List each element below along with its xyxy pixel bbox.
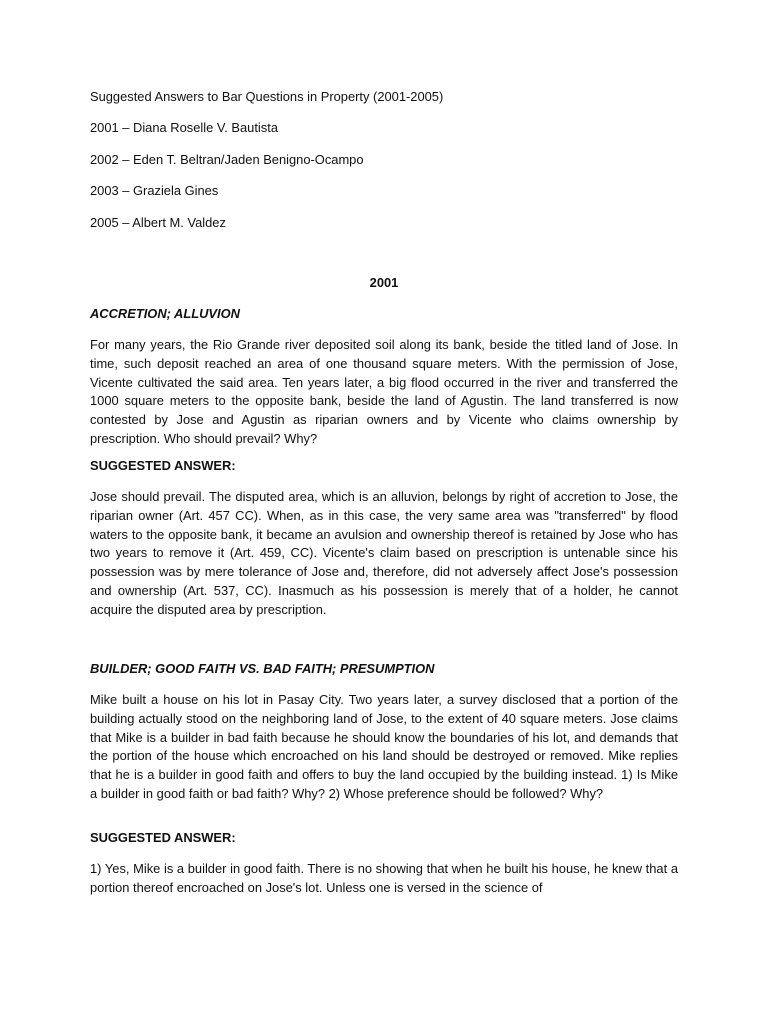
document-title: Suggested Answers to Bar Questions in Property (2001-2005) <box>90 89 444 104</box>
suggested-answer-label-2: SUGGESTED ANSWER: <box>90 830 236 845</box>
contributor-2002: 2002 – Eden T. Beltran/Jaden Benigno-Ocampo <box>90 151 364 167</box>
topic-heading-accretion: ACCRETION; ALLUVION <box>90 306 240 321</box>
topic-heading-builder: BUILDER; GOOD FAITH VS. BAD FAITH; PRESUMPTION <box>90 661 435 676</box>
answer-builder: 1) Yes, Mike is a builder in good faith. There is no showing that when he built his house, he knew that a portion thereof encroached on Jose's lot. Unless one is versed in the science of <box>90 861 678 895</box>
year-heading: 2001 <box>369 275 399 290</box>
suggested-answer-label-1: SUGGESTED ANSWER: <box>90 458 236 473</box>
contributor-2001: 2001 – Diana Roselle V. Bautista <box>90 120 278 136</box>
question-builder: Mike built a house on his lot in Pasay City. Two years later, a survey disclosed that a portion of the building actually stood on the neighboring land of Jose, to the extent of 40 square meters. Jose claims that Mike is a builder in bad faith because he should know the boundaries of his lot, and demands that the portion of the house which encroached on his land should be destroyed or removed. Mike replies that he is a builder in good faith and offers to buy the land occupied by the building instead. 1) Is Mike a builder in good faith or bad faith? Why? 2) Whose preference should be followed? Why? <box>90 692 678 801</box>
answer-accretion: Jose should prevail. The disputed area, which is an alluvion, belongs by right of accretion to Jose, the riparian owner (Art. 457 CC). When, as in this case, the very same area was "transferred" by flood waters to the opposite bank, it became an avulsion and ownership thereof is retained by Jose who has two years to remove it (Art. 459, CC). Vicente's claim based on prescription is untenable since his possession was by mere tolerance of Jose and, therefore, did not adversely affect Jose's possession and ownership (Art. 537, CC). Inasmuch as his possession is merely that of a holder, he cannot acquire the disputed area by prescription. <box>90 489 678 617</box>
contributor-2003: 2003 – Graziela Gines <box>90 183 219 199</box>
question-accretion: For many years, the Rio Grande river deposited soil along its bank, beside the titled land of Jose. In time, such deposit reached an area of one thousand square meters. With the permission of Jose, Vicente cultivated the said area. Ten years later, a big flood occurred in the river and transferred the 1000 square meters to the opposite bank, beside the land of Agustin. The land transferred is now contested by Jose and Agustin as riparian owners and by Vicente who claims ownership by prescription. Who should prevail? Why? <box>90 337 678 446</box>
document-page <box>90 88 678 895</box>
contributor-2005: 2005 – Albert M. Valdez <box>90 214 226 230</box>
